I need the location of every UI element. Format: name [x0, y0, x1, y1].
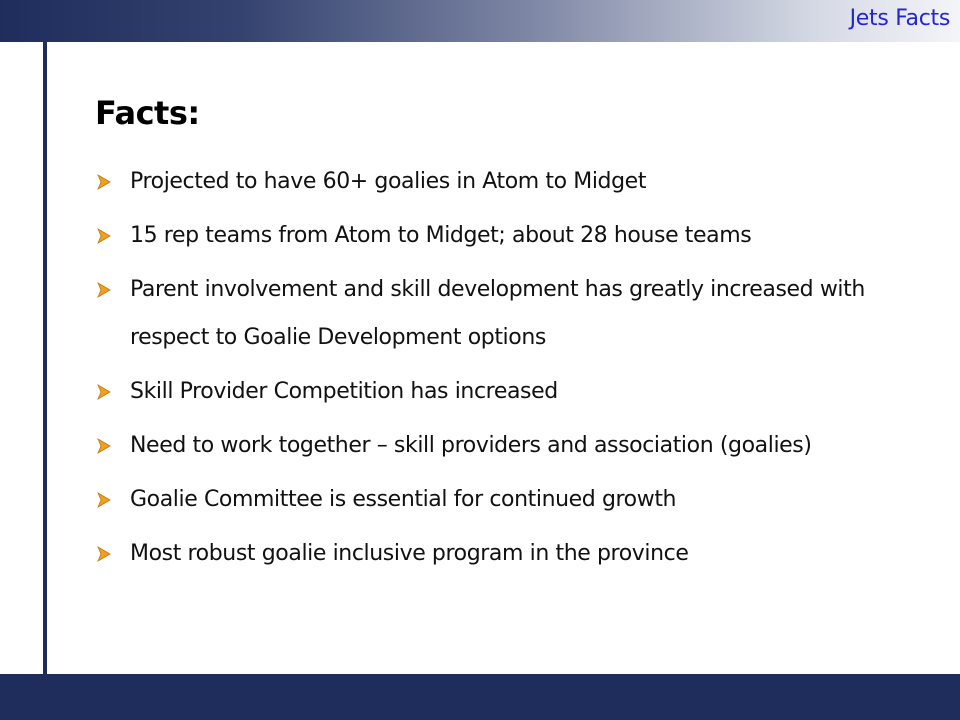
bullet-text: 15 rep teams from Atom to Midget; about 28 house teams	[130, 223, 752, 248]
bullet-item	[96, 476, 916, 524]
bullet-item	[96, 368, 916, 416]
bullet-item	[96, 530, 916, 578]
slide-title: Facts:	[95, 94, 200, 132]
arrow-bullet-icon	[96, 174, 112, 190]
bullet-text: Skill Provider Competition has increased	[130, 379, 558, 404]
bullet-text: Most robust goalie inclusive program in the province	[130, 541, 689, 566]
arrow-bullet-icon	[96, 546, 112, 562]
left-accent-rule	[43, 42, 47, 674]
bullet-text: Goalie Committee is essential for continued growth	[130, 487, 677, 512]
bullet-text: Parent involvement and skill development has greatly increased with respect to Goalie Development options	[130, 277, 865, 350]
arrow-bullet-icon	[96, 438, 112, 454]
arrow-bullet-icon	[96, 282, 112, 298]
header-band	[0, 0, 960, 42]
bullet-text: Need to work together – skill providers and association (goalies)	[130, 433, 812, 458]
header-title: Jets Facts	[849, 6, 950, 31]
bullet-list	[96, 158, 916, 584]
arrow-bullet-icon	[96, 492, 112, 508]
arrow-bullet-icon	[96, 384, 112, 400]
bullet-item	[96, 158, 916, 206]
bullet-item	[96, 422, 916, 470]
bullet-item	[96, 266, 916, 362]
footer-band	[0, 674, 960, 720]
bullet-text: Projected to have 60+ goalies in Atom to Midget	[130, 169, 647, 194]
arrow-bullet-icon	[96, 228, 112, 244]
bullet-item	[96, 212, 916, 260]
